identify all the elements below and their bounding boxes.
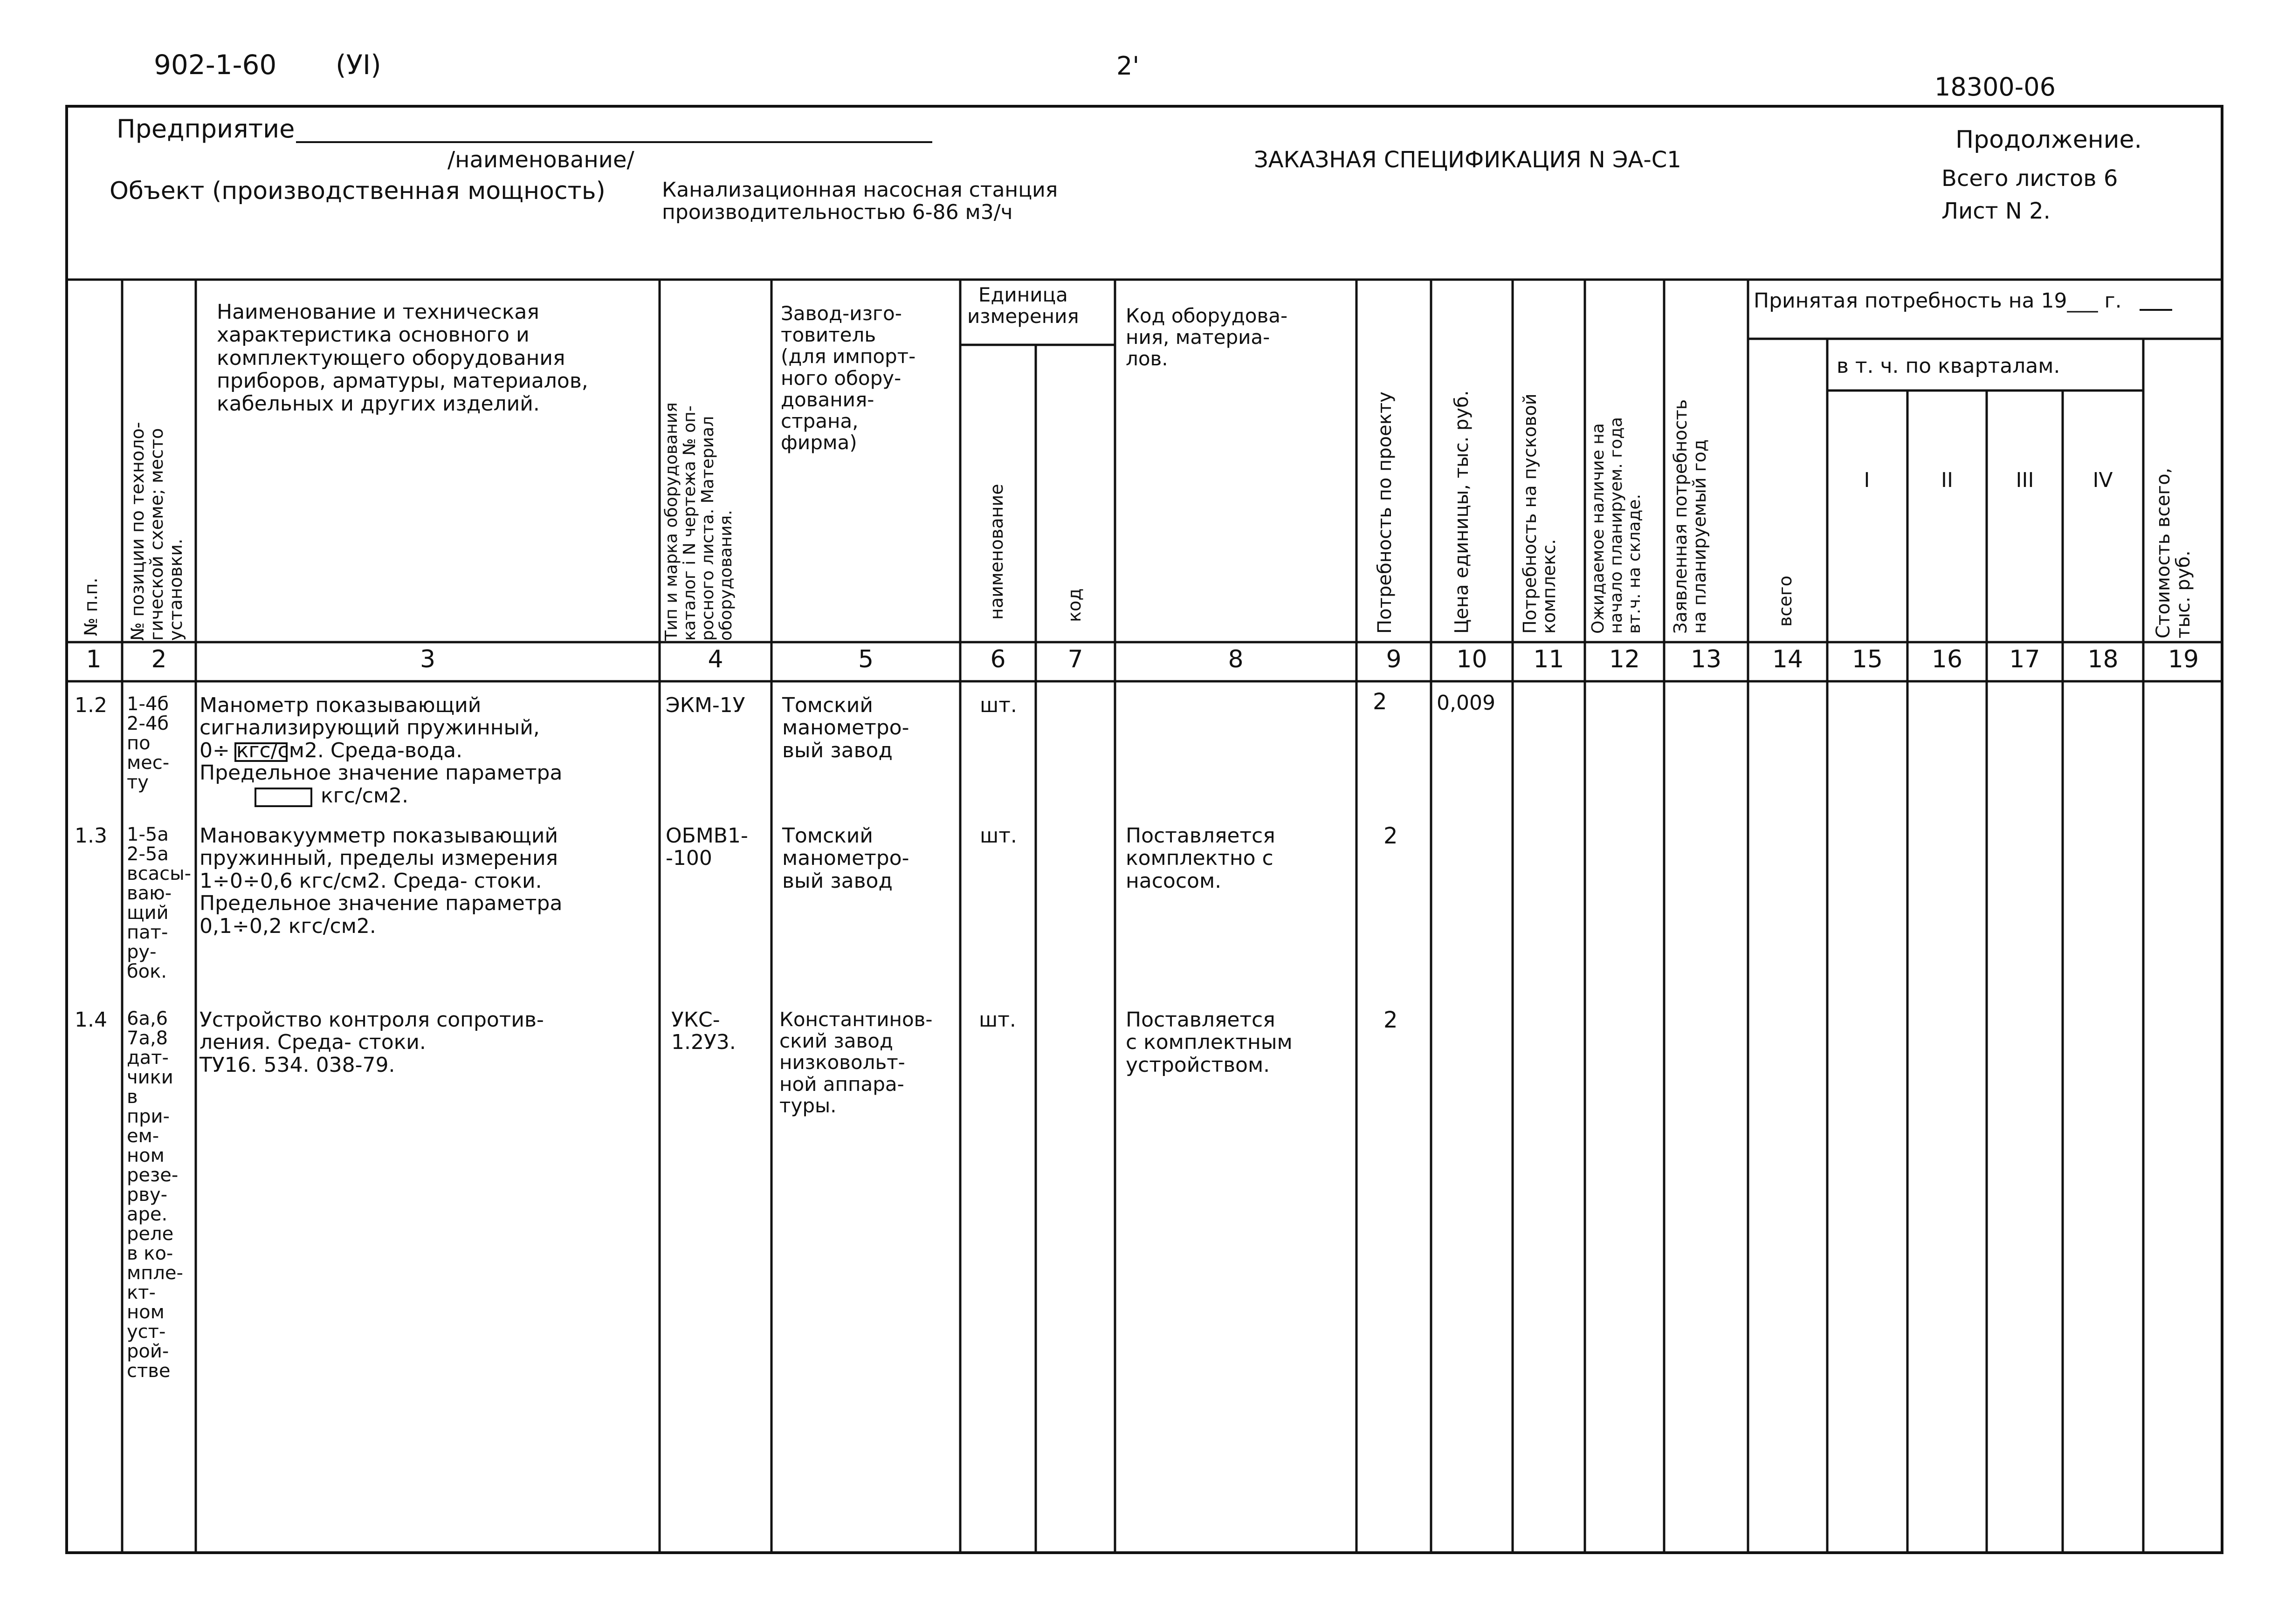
accepted-group-header: Принятая потребность на 19___ г. <box>1754 289 2122 313</box>
col-19-header: Стоимость всего, тыс. руб. <box>2153 467 2195 638</box>
type-cell: ЭКМ-1У <box>666 693 745 717</box>
position-cell: 1-4б 2-4б по мес- ту <box>127 693 170 793</box>
row-number: 1.4 <box>75 1008 107 1032</box>
col-number-11: 11 <box>1533 645 1564 673</box>
col-number-13: 13 <box>1690 645 1722 673</box>
col-9-header: Потребность по проекту <box>1374 391 1396 634</box>
col-number-14: 14 <box>1772 645 1803 673</box>
qty-cell: 2 <box>1373 689 1387 715</box>
col-number-3: 3 <box>420 645 436 673</box>
col-number-15: 15 <box>1851 645 1883 673</box>
page-mark: 2' <box>1116 51 1140 81</box>
sheet-code: 18300-06 <box>1934 72 2056 102</box>
maker-cell: Константинов- ский завод низковольт- ной аппара- туры. <box>779 1008 933 1117</box>
document-code: 902-1-60 <box>154 49 277 81</box>
enterprise-label: Предприятие <box>117 114 295 144</box>
position-cell: 1-5а 2-5а всасы- ваю- щий пат- ру- бок. <box>127 824 192 982</box>
row-number: 1.2 <box>75 693 107 717</box>
name-cell: Устройство контроля сопротив- ления. Среда- стоки. ТУ16. 534. 038-79. <box>200 1008 544 1077</box>
col-10-header: Цена единицы, тыс. руб. <box>1451 390 1473 634</box>
col-14-header: всего <box>1775 576 1796 627</box>
col-number-17: 17 <box>2009 645 2040 673</box>
unit-cell: шт. <box>980 824 1017 848</box>
continuation: Продолжение. <box>1955 126 2142 154</box>
object-label: Объект (производственная мощность) <box>110 177 606 205</box>
quarter-4-header: IV <box>2092 468 2113 492</box>
col-number-8: 8 <box>1228 645 1244 673</box>
qty-cell: 2 <box>1383 823 1398 849</box>
col-8-header: Код оборудова- ния, материа- лов. <box>1126 304 1288 370</box>
col-5-header: Завод-изго- товитель (для импорт- ного обору- дования- страна, фирма) <box>781 302 916 454</box>
unit-cell: шт. <box>980 693 1017 717</box>
col-4-header: Тип и марка оборудования каталог i N чертежа № оп- росного листа. Материал оборудования. <box>662 402 736 641</box>
position-cell: 6а,6 7а,8 дат- чики в при- ем- ном резе- рву- аре. реле в ко- мпле- кт- ном уст- рой- стве <box>127 1008 183 1382</box>
col-number-12: 12 <box>1609 645 1640 673</box>
object-value-line1: Канализационная насосная станция <box>662 178 1058 202</box>
maker-cell: Томский манометро- вый завод <box>782 693 909 762</box>
col-11-header: Потребность на пусковой комплекс. <box>1520 393 1560 634</box>
name-cell: Мановакуумметр показывающий пружинный, пределы измерения 1÷0÷0,6 кгс/см2. Среда- стоки. Предельное значение параметра 0,1÷0,2 кгс/см2. <box>200 824 563 938</box>
type-cell: УКС- 1.2У3. <box>671 1008 736 1055</box>
col-3-header: Наименование и техническая характеристика основного и комплектующего оборудования приборов, арматуры, материалов, кабельных и других изделий. <box>217 300 588 416</box>
quarters-group-header: в т. ч. по кварталам. <box>1837 354 2060 378</box>
col-number-18: 18 <box>2087 645 2119 673</box>
price-cell: 0,009 <box>1437 691 1495 715</box>
col-12-header: Ожидаемое наличие на начало планируем. года вт.ч. на складе. <box>1589 417 1644 634</box>
col-number-5: 5 <box>858 645 874 673</box>
col-number-4: 4 <box>708 645 723 673</box>
maker-cell: Томский манометро- вый завод <box>782 824 909 893</box>
col-6-header: наименование <box>986 484 1007 620</box>
col-number-10: 10 <box>1456 645 1487 673</box>
col-7-header: код <box>1064 588 1085 622</box>
col-number-1: 1 <box>86 645 102 673</box>
col-number-19: 19 <box>2168 645 2199 673</box>
name-caption: /наименование/ <box>447 147 634 173</box>
col-number-6: 6 <box>990 645 1006 673</box>
quarter-2-header: II <box>1941 468 1953 492</box>
quarter-3-header: III <box>2016 468 2034 492</box>
col-1-header: № п.п. <box>81 577 101 636</box>
row-number: 1.3 <box>75 824 107 848</box>
quarter-1-header: I <box>1864 468 1870 492</box>
type-cell: ОБМВ1- -100 <box>666 824 748 870</box>
col-number-7: 7 <box>1067 645 1083 673</box>
total-sheets: Всего листов 6 <box>1941 165 2118 192</box>
col-number-9: 9 <box>1386 645 1402 673</box>
unit-cell: шт. <box>979 1008 1016 1032</box>
name-cell: Манометр показывающий сигнализирующий пружинный, 0÷ кгс/см2. Среда-вода. Предельное значение параметра кгс/см2. <box>200 693 563 808</box>
col-2-header: № позиции по техноло- гической схеме; место установки. <box>127 422 186 641</box>
col-number-2: 2 <box>151 645 167 673</box>
code-cell: Поставляется с комплектным устройством. <box>1126 1008 1293 1077</box>
qty-cell: 2 <box>1383 1007 1398 1033</box>
object-value-line2: производительностью 6-86 м3/ч <box>662 200 1013 224</box>
code-cell: Поставляется комплектно с насосом. <box>1126 824 1275 893</box>
sheet-number: Лист N 2. <box>1941 198 2051 224</box>
unit-group-header: Единица измерения <box>967 283 1079 328</box>
col-13-header: Заявленная потребность на планируемый год <box>1670 399 1710 634</box>
album-number: (УI) <box>336 49 381 81</box>
col-number-16: 16 <box>1931 645 1963 673</box>
spec-title: ЗАКАЗНАЯ СПЕЦИФИКАЦИЯ N ЭА-С1 <box>1254 147 1681 173</box>
